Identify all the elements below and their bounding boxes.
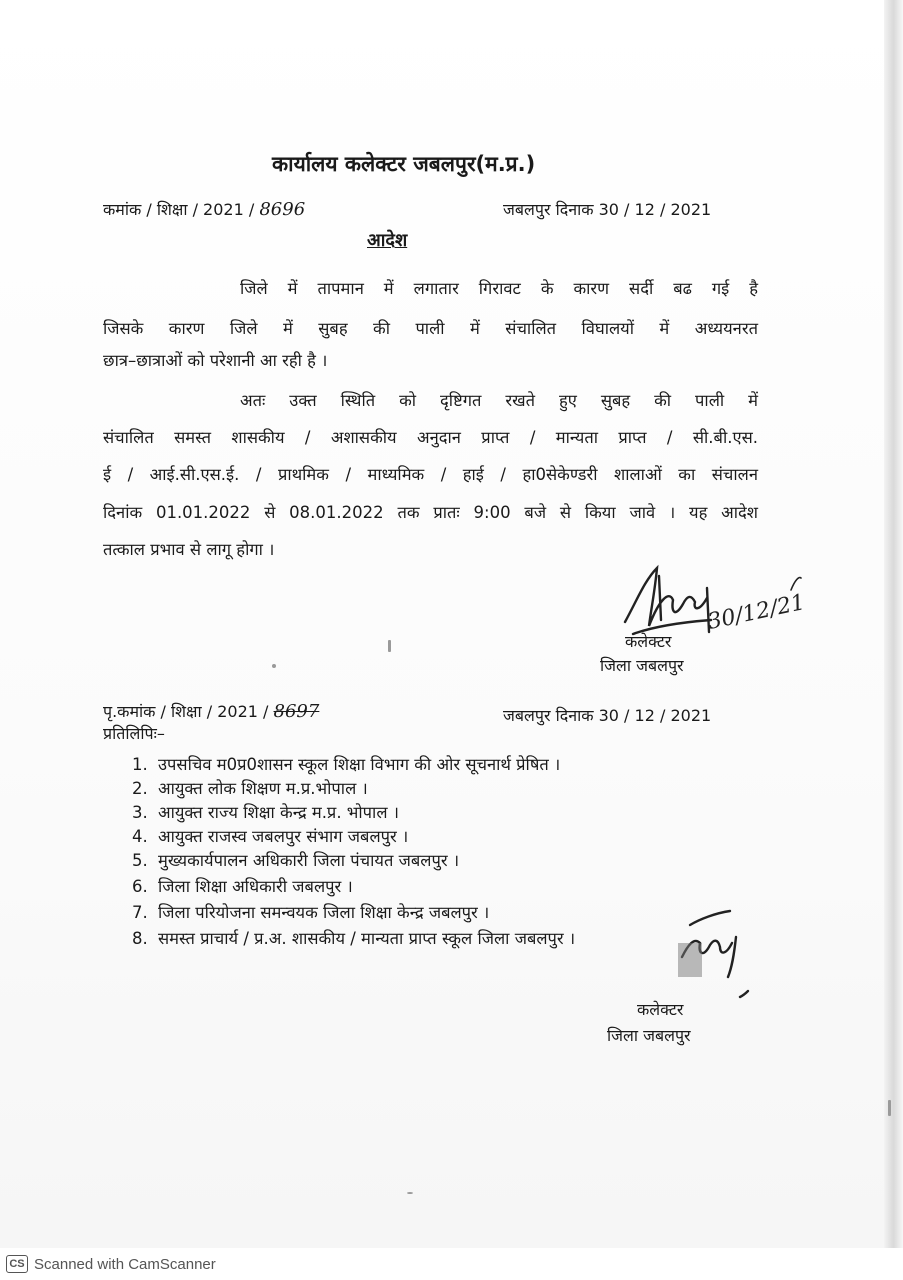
office-title: कार्यालय कलेक्टर जबलपुर(म.प्र.): [272, 152, 536, 176]
camscanner-logo-icon: CS: [6, 1255, 28, 1273]
list-item: 7. जिला परियोजना समन्वयक जिला शिक्षा केन्द्र जबलपुर ।: [132, 903, 490, 922]
order-reference: [103, 198, 305, 220]
body-line: छात्र–छात्राओं को परेशानी आ रही है ।: [103, 351, 328, 370]
copy-reference: [103, 700, 319, 722]
order-heading: आदेश: [367, 230, 408, 251]
body-line: अतः उक्त स्थिति को दृष्टिगत रखते हुए सुबह की पाली में: [240, 391, 758, 410]
list-item: 4. आयुक्त राजस्व जबलपुर संभाग जबलपुर ।: [132, 827, 409, 846]
scanner-footer: [0, 1248, 903, 1280]
list-item: 3. आयुक्त राज्य शिक्षा केन्द्र म.प्र. भोपाल ।: [132, 803, 400, 822]
body-line: ई / आई.सी.एस.ई. / प्राथमिक / माध्यमिक / हाई / हा0सेकेण्डरी शालाओं का संचालन: [103, 465, 758, 484]
collector-signature-2: [660, 905, 760, 1005]
scan-speck: [272, 664, 276, 668]
list-item: 6. जिला शिक्षा अधिकारी जबलपुर ।: [132, 877, 353, 896]
order-date: जबलपुर दिनाक 30 / 12 / 2021: [503, 200, 712, 219]
handwritten-copy-number: 8697: [273, 701, 320, 722]
page-edge-shadow: [884, 0, 903, 1248]
scanner-label: Scanned with CamScanner: [34, 1255, 216, 1273]
list-item: 1. उपसचिव म0प्र0शासन स्कूल शिक्षा विभाग की ओर सूचनार्थ प्रेषित ।: [132, 755, 561, 774]
order-ref-prefix: कमांक / शिक्षा / 2021 /: [103, 200, 255, 219]
scan-mark: [888, 1100, 891, 1116]
signature-1-title: कलेक्टर: [625, 632, 672, 651]
signature-date: 30/12/21: [705, 590, 808, 635]
body-line: जिले में तापमान में लगातार गिरावट के कारण सर्दी बढ गई है: [240, 279, 758, 298]
copy-label: प्रतिलिपिः–: [103, 724, 165, 743]
copy-date: जबलपुर दिनाक 30 / 12 / 2021: [503, 706, 712, 725]
list-item: 8. समस्त प्राचार्य / प्र.अ. शासकीय / मान्यता प्राप्त स्कूल जिला जबलपुर ।: [132, 929, 576, 948]
list-item: 2. आयुक्त लोक शिक्षण म.प्र.भोपाल ।: [132, 779, 368, 798]
body-line: तत्काल प्रभाव से लागू होगा ।: [103, 540, 275, 559]
body-line: संचालित समस्त शासकीय / अशासकीय अनुदान प्राप्त / मान्यता प्राप्त / सी.बी.एस.: [103, 428, 758, 447]
body-line: जिसके कारण जिले में सुबह की पाली में संचालित विघालयों में अध्ययनरत: [103, 319, 758, 338]
copy-ref-prefix: पृ.कमांक / शिक्षा / 2021 /: [103, 702, 269, 721]
handwritten-order-number: 8696: [259, 199, 306, 220]
signature-2-title: कलेक्टर: [637, 1000, 684, 1019]
signature-1-place: जिला जबलपुर: [600, 656, 684, 675]
scan-speck: [407, 1192, 413, 1194]
list-item: 5. मुख्यकार्यपालन अधिकारी जिला पंचायत जबलपुर ।: [132, 851, 460, 870]
signature-2-place: जिला जबलपुर: [607, 1026, 691, 1045]
body-line: दिनांक 01.01.2022 से 08.01.2022 तक प्रातः 9:00 बजे से किया जावे । यह आदेश: [103, 503, 758, 522]
scan-mark: [388, 640, 391, 652]
